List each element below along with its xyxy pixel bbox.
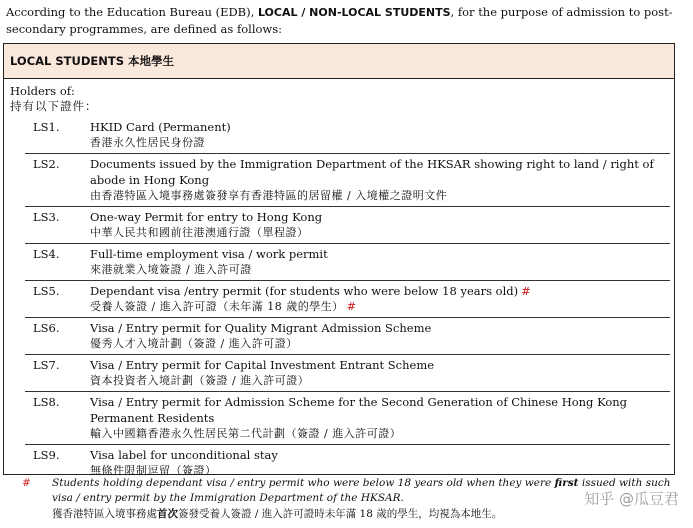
item-code: LS7. bbox=[33, 358, 60, 372]
item-chinese-text: 中華人民共和國前往港澳通行證（單程證） bbox=[90, 226, 309, 239]
item-code: LS2. bbox=[33, 157, 60, 171]
item-english-text: Documents issued by the Immigration Department of the HKSAR showing right to land / right of abode in Hong Kong bbox=[90, 157, 654, 187]
item-english-text: Visa label for unconditional stay bbox=[90, 448, 278, 462]
footnote-mark: # bbox=[22, 477, 31, 489]
footnote bbox=[20, 476, 680, 522]
footnote-marker: # bbox=[346, 300, 357, 313]
item-chinese-text: 由香港特區入境事務處簽發享有香港特區的居留權 / 入境權之證明文件 bbox=[90, 189, 448, 202]
intro-bold-term: LOCAL / NON-LOCAL STUDENTS bbox=[257, 6, 451, 19]
item-description bbox=[90, 357, 670, 389]
item-description bbox=[90, 119, 670, 151]
item-code: LS5. bbox=[33, 284, 60, 298]
footnote-zh-bold: 首次 bbox=[157, 508, 178, 520]
holders-label bbox=[4, 79, 674, 114]
item-description bbox=[90, 283, 670, 315]
list-item bbox=[25, 392, 670, 445]
item-english bbox=[90, 283, 670, 299]
local-students-table bbox=[3, 43, 675, 475]
list-item bbox=[25, 355, 670, 392]
item-code: LS8. bbox=[33, 395, 60, 409]
item-code: LS3. bbox=[33, 210, 60, 224]
item-description bbox=[90, 447, 670, 479]
item-chinese-text: 資本投資者入境計劃（簽證 / 進入許可證） bbox=[90, 374, 310, 387]
item-chinese bbox=[90, 225, 670, 241]
footnote-en-before: Students holding dependant visa / entry permit who were below 18 years old when they were bbox=[52, 477, 555, 489]
item-english bbox=[90, 156, 670, 188]
list-item bbox=[25, 244, 670, 281]
item-code: LS9. bbox=[33, 448, 60, 462]
item-english-text: Full-time employment visa / work permit bbox=[90, 247, 328, 261]
footnote-marker: # bbox=[521, 284, 531, 298]
item-chinese-text: 優秀人才入境計劃（簽證 / 進入許可證） bbox=[90, 337, 298, 350]
intro-text-before: According to the Education Bureau (EDB), bbox=[6, 5, 258, 19]
footnote-en-bold: first bbox=[554, 477, 579, 489]
item-chinese-text: 無條件限制逗留（簽證） bbox=[90, 464, 217, 477]
item-chinese bbox=[90, 336, 670, 352]
item-chinese bbox=[90, 299, 670, 315]
item-chinese-text: 輸入中國籍香港永久性居民第二代計劃（簽證 / 進入許可證） bbox=[90, 427, 402, 440]
item-english-text: One-way Permit for entry to Hong Kong bbox=[90, 210, 323, 224]
item-english bbox=[90, 447, 670, 463]
list-item bbox=[25, 207, 670, 244]
table-header: LOCAL STUDENTS 本地學生 bbox=[4, 44, 674, 79]
item-english bbox=[90, 394, 670, 426]
item-chinese bbox=[90, 188, 670, 204]
item-chinese-text: 香港永久性居民身份證 bbox=[90, 136, 205, 149]
footnote-en-after: issued with such visa / entry permit by the Immigration Department of the HKSAR. bbox=[52, 477, 671, 504]
item-chinese bbox=[90, 426, 670, 442]
item-english bbox=[90, 320, 670, 336]
list-item bbox=[25, 117, 670, 154]
document-list bbox=[4, 117, 674, 481]
item-english-text: HKID Card (Permanent) bbox=[90, 120, 231, 134]
holders-label-en: Holders of: bbox=[10, 84, 75, 98]
item-chinese bbox=[90, 135, 670, 151]
item-english bbox=[90, 246, 670, 262]
footnote-zh-before: 獲香港特區入境事務處 bbox=[52, 508, 157, 520]
item-chinese bbox=[90, 373, 670, 389]
item-description bbox=[90, 209, 670, 241]
list-item bbox=[25, 318, 670, 355]
item-chinese-text: 受養人簽證 / 進入許可證（未年滿 18 歲的學生） bbox=[90, 300, 344, 313]
item-english bbox=[90, 357, 670, 373]
intro-text-after: , for the purpose of admission to post-secondary programmes, are defined as follows: bbox=[6, 5, 673, 36]
item-description bbox=[90, 246, 670, 278]
item-english-text: Dependant visa /entry permit (for students who were below 18 years old) bbox=[90, 284, 519, 298]
item-english bbox=[90, 209, 670, 225]
item-english-text: Visa / Entry permit for Capital Investment Entrant Scheme bbox=[90, 358, 435, 372]
item-chinese-text: 來港就業入境簽證 / 進入許可證 bbox=[90, 263, 252, 276]
item-code: LS6. bbox=[33, 321, 60, 335]
item-english-text: Visa / Entry permit for Admission Scheme for the Second Generation of Chinese Hong Kong Permanent Residents bbox=[90, 395, 628, 425]
holders-label-zh: 持有以下證件： bbox=[10, 99, 98, 113]
item-english bbox=[90, 119, 670, 135]
item-code: LS1. bbox=[33, 120, 60, 134]
list-item bbox=[25, 281, 670, 318]
item-english-text: Visa / Entry permit for Quality Migrant Admission Scheme bbox=[90, 321, 432, 335]
item-chinese bbox=[90, 262, 670, 278]
list-item bbox=[25, 154, 670, 207]
item-description bbox=[90, 320, 670, 352]
intro-paragraph bbox=[6, 4, 676, 37]
item-description bbox=[90, 394, 670, 442]
item-code: LS4. bbox=[33, 247, 60, 261]
footnote-zh-after: 簽發受養人簽證 / 進入許可證時未年滿 18 歲的學生，均視為本地生。 bbox=[178, 508, 503, 520]
item-description bbox=[90, 156, 670, 204]
watermark: 知乎 @瓜豆君 bbox=[584, 490, 679, 508]
footnote-zh bbox=[52, 507, 680, 522]
